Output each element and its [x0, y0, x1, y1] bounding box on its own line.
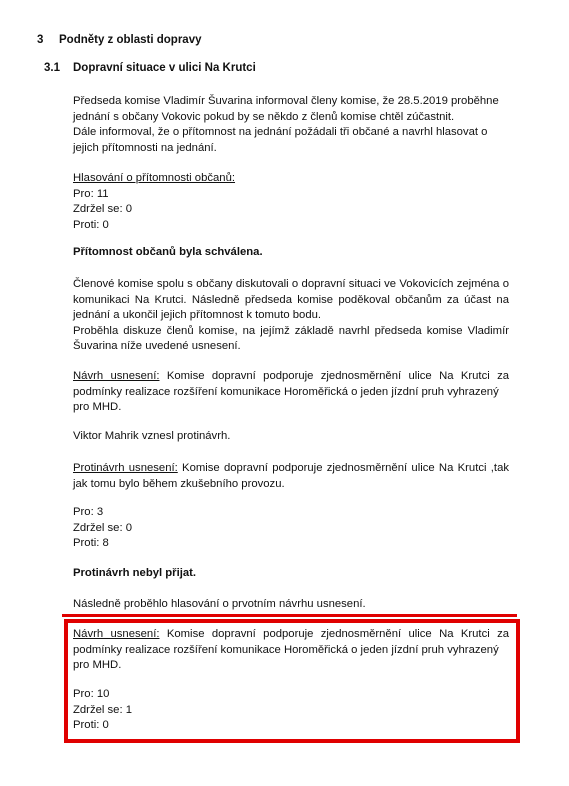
proposal2-block [73, 627, 509, 674]
section-number: 3 [37, 34, 44, 46]
proposal1-first-line [73, 369, 509, 385]
counter-first-line [73, 461, 509, 477]
proposal1-line: podmínky realizace rozšíření komunikace Horoměřická o jeden jízdní pruh vyhrazený [73, 385, 499, 398]
discussion-line: Šuvarina níže uvedené usnesení. [73, 340, 241, 352]
subsection-title: Dopravní situace v ulici Na Krutci [73, 62, 256, 74]
result2-text: Protinávrh nebyl přijat. [73, 567, 197, 579]
proposal2-line: podmínky realizace rozšíření komunikace Horoměřická o jeden jízdní pruh vyhrazený [73, 643, 499, 656]
discussion-line: Proběhla diskuze členů komise, na jejímž základě navrhl předseda komise Vladimír [73, 324, 509, 337]
discussion-line: komunikaci Na Krutci. Následně předseda komise poděkoval občanům za účast na [73, 293, 509, 306]
vote1-heading: Hlasování o přítomnosti občanů: [73, 172, 236, 184]
vote3-block [73, 687, 509, 734]
proposal2-label: Návrh usnesení: [73, 628, 160, 640]
vote1-pro: Pro: 11 [73, 187, 109, 200]
vote2-against: Proti: 8 [73, 537, 109, 549]
section-title: Podněty z oblasti dopravy [59, 34, 202, 46]
vote1-against: Proti: 0 [73, 218, 109, 231]
counter-block [73, 461, 509, 492]
vote2-block [73, 505, 509, 552]
intro-paragraph [73, 94, 509, 156]
vote3-pro: Pro: 10 [73, 688, 110, 700]
discussion-line: jednání a ukončil jejich přítomnost k tomuto bodu. [73, 309, 322, 321]
intro-line: Předseda komise Vladimír Šuvarina informoval členy komise, že 28.5.2019 proběhne [73, 95, 499, 107]
vote2-abstain: Zdržel se: 0 [73, 521, 133, 534]
vote3-abstain: Zdržel se: 1 [73, 703, 133, 716]
discussion-paragraph [73, 277, 509, 355]
intro-line: jednání s občany Vokovic pokud by se někdo z členů komise chtěl zúčastnit. [73, 110, 455, 123]
counter-label: Protinávrh usnesení: [73, 462, 178, 474]
proposal1-line: pro MHD. [73, 401, 122, 413]
counter-line: jak tomu bylo během zkušebního provozu. [73, 477, 285, 490]
vote2-pro: Pro: 3 [73, 506, 104, 518]
discussion-line: Členové komise spolu s občany diskutovali o dopravní situaci ve Vokovicích zejména o [73, 278, 509, 290]
proposal2-text: Komise dopravní podporuje zjednosměrnění ulice Na Krutci za [159, 628, 510, 640]
subsection-number: 3.1 [44, 62, 60, 74]
followup-text: Následně proběhlo hlasování o prvotním návrhu usnesení. [73, 598, 366, 610]
proposal1-text: Komise dopravní podporuje zjednosměrnění ulice Na Krutci za [159, 370, 510, 382]
result1-text: Přítomnost občanů byla schválena. [73, 246, 263, 258]
vote1-block [73, 171, 509, 233]
counter-text: Komise dopravní podporuje zjednosměrnění ulice Na Krutci ,tak [177, 462, 509, 474]
proposal1-block [73, 369, 509, 416]
proposal1-label: Návrh usnesení: [73, 370, 160, 382]
intro-line: Dále informoval, že o přítomnost na jednání požádali tři občané a navrhl hlasovat o [73, 126, 488, 138]
proposal2-line: pro MHD. [73, 659, 122, 671]
proposal2-first-line [73, 627, 509, 643]
vote3-against: Proti: 0 [73, 719, 109, 731]
intro-line: jejich přítomnosti na jednání. [73, 141, 217, 154]
vote1-abstain: Zdržel se: 0 [73, 203, 133, 215]
highlight-underline [62, 614, 517, 617]
counter-intro: Viktor Mahrik vznesl protinávrh. [73, 430, 231, 442]
